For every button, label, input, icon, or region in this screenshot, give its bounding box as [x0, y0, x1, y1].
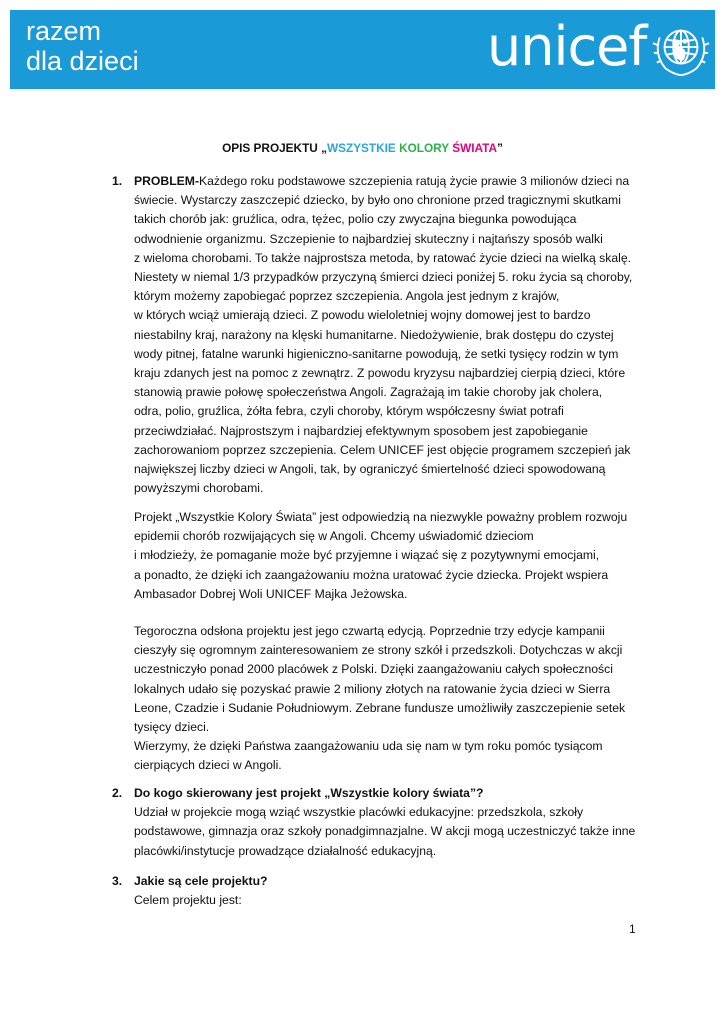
text-line: zachorowaniom poprzez szczepienia. Celem UNICEF jest objęcie programem szczepień jak: [134, 442, 631, 457]
section-2-heading: Do kogo skierowany jest projekt „Wszystkie kolory świata”?: [134, 786, 484, 800]
text-line: epidemii chorób rozwijających się w Angoli. Chcemy uświadomić dzieciom: [134, 529, 534, 544]
title-prefix: OPIS PROJEKTU „: [222, 141, 327, 155]
text-line: przeciwdziałać. Najprostszym i najbardziej efektywnym sposobem jest zapobieganie: [134, 423, 588, 438]
text-line: niestabilny kraj, narażony na klęski humanitarne. Niedożywienie, brak dostępu do czystej: [134, 327, 614, 342]
text-line: Tegoroczna odsłona projektu jest jego czwartą edycją. Poprzednie trzy edycje kampanii: [134, 624, 605, 638]
section-3: [134, 872, 642, 910]
section-3-number: 3.: [112, 874, 123, 888]
text-line: Celem projektu jest:: [134, 893, 242, 908]
text-line: największej liczby dzieci w Angoli, tak, by ograniczyć śmiertelność dzieci spowodowaną: [134, 462, 606, 477]
text-line: Projekt „Wszystkie Kolory Świata” jest odpowiedzią na niezwykle poważny problem rozwoju: [134, 510, 628, 524]
title-suffix: ”: [496, 141, 503, 155]
section-1-number: 1.: [112, 174, 123, 188]
text-line: kraju zdanych jest na pomoc z zewnątrz. Z powodu kryzysu najbardziej cierpią dzieci, które: [134, 366, 626, 381]
text-line: tysięcy dzieci.: [134, 720, 210, 735]
text-line: odwodnienie organizmu. Szczepienie to najbardziej skuteczny i najtańszy sposób walki: [134, 231, 603, 246]
text-line: placówki/instytucje prowadzące działalność edukacyjną.: [134, 843, 437, 858]
text-line: Leone, Czadzie i Sudanie Południowym. Zebrane fundusze umożliwiły zaszczepienie setek: [134, 700, 626, 715]
slogan: [26, 16, 139, 76]
text-line: Ambasador Dobrej Woli UNICEF Majka Jeżowska.: [134, 586, 408, 601]
text-line: z wieloma chorobami. To także najprostsza metoda, by ratować życie dzieci na wielką skalę.: [134, 250, 631, 265]
text-line: w których wciąż umierają dzieci. Z powodu wieloletniej wojny domowej jest to bardzo: [134, 308, 591, 323]
page-title: [0, 140, 725, 156]
text-line: Niestety w niemal 1/3 przypadków przyczyną śmierci dzieci poniżej 5. roku życia są choroby,: [134, 270, 633, 285]
text-line: odra, polio, gruźlica, żółta febra, czyli choroby, którym współczesny świat potrafi: [134, 404, 564, 419]
text-line: wody pitnej, fatalne warunki higieniczno-sanitarne powodują, że setki tysięcy rodzin w tym: [134, 346, 619, 361]
page-number: 1: [629, 922, 636, 936]
text-line: uczestniczyło ponad 2000 placówek z Polski. Dzięki zaangażowaniu całych społeczności: [134, 662, 613, 677]
section-1-paragraph-2: [134, 508, 642, 604]
text-line: podstawowe, gimnazja oraz szkoły ponadgimnazjalne. W akcji mogą uczestniczyć także inne: [134, 824, 636, 839]
title-word-3: ŚWIATA: [452, 141, 497, 155]
unicef-logo-text: unicef: [487, 15, 647, 78]
text-line: Udział w projekcie mogą wziąć wszystkie placówki edukacyjne: przedszkola, szkoły: [134, 805, 584, 820]
text-line: i młodzieży, że pomaganie może być przyjemne i wiązać się z pozytywnymi emocjami,: [134, 548, 600, 563]
slogan-line-1: razem: [26, 16, 102, 46]
text-line: świecie. Wystarczy zaszczepić dziecko, by było ono chronione przed tragicznymi skutkami: [134, 193, 621, 208]
text-line: Wierzymy, że dzięki Państwa zaangażowaniu uda się nam w tym roku pomóc tysiącom: [134, 739, 603, 754]
slogan-line-2: dla dzieci: [26, 46, 139, 76]
text-line: lokalnych udało się pozyskać prawie 2 miliony złotych na ratowanie życia dzieci w Sierra: [134, 681, 611, 696]
unicef-emblem-icon: [650, 18, 712, 80]
text-line: cieszyły się ogromnym zainteresowaniem ze strony szkół i przedszkoli. Dotychczas w akcji: [134, 643, 623, 658]
text-line: Każdego roku podstawowe szczepienia ratują życie prawie 3 milionów dzieci na: [199, 174, 630, 188]
header-banner: [10, 10, 715, 89]
section-2: [134, 784, 642, 861]
title-word-2: KOLORY: [399, 141, 449, 155]
text-line: takich chorób jak: gruźlica, odra, tężec, polio czy zwyczajna biegunka powodująca: [134, 212, 577, 227]
section-1-paragraph-3: [134, 622, 642, 776]
text-line: a ponadto, że dzięki ich zaangażowaniu można uratować życie dziecka. Projekt wspiera: [134, 567, 609, 582]
section-3-heading: Jakie są cele projektu?: [134, 874, 268, 888]
text-line: stanowią prawie połowę społeczeństwa Angoli. Zagrażają im takie choroby jak cholera,: [134, 385, 603, 400]
section-1-heading: PROBLEM-: [134, 174, 199, 188]
text-line: którym możemy zapobiegać poprzez szczepienia. Angola jest jednym z krajów,: [134, 289, 560, 304]
title-word-1: WSZYSTKIE: [326, 141, 396, 155]
section-1-paragraph-1: [134, 172, 642, 498]
section-2-number: 2.: [112, 786, 123, 800]
text-line: cierpiących dzieci w Angoli.: [134, 758, 282, 773]
text-line: powyższymi chorobami.: [134, 481, 264, 496]
